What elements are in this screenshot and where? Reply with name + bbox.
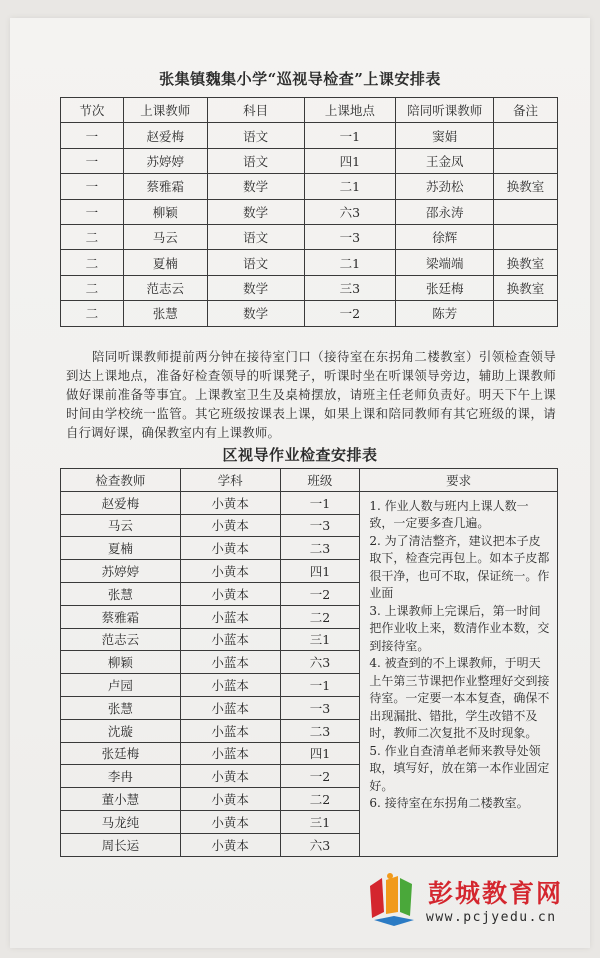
watermark-name: 彭城教育网: [428, 879, 564, 908]
homework-cell: 一2: [280, 765, 360, 788]
schedule-cell: 陈芳: [396, 301, 494, 326]
schedule-row: [61, 174, 558, 199]
homework-cell: 范志云: [61, 628, 181, 651]
schedule-cell: 徐辉: [396, 224, 494, 249]
schedule-cell: 数学: [207, 301, 304, 326]
homework-cell: 小蓝本: [180, 674, 280, 697]
schedule-cell: [494, 224, 558, 249]
schedule-cell: 窦娟: [396, 123, 494, 148]
notice-paragraph: 陪同听课教师提前两分钟在接待室门口（接待室在东拐角二楼教室）引领检查领导到达上课地点，准备好检查领导的听课凳子，听课时坐在听课领导旁边，辅助上课教师做好课前准备等事宜。上课教室卫生及桌椅摆放，请班主任老师负责好。明天下午上课时间由学校统一监管。其它班级按课表上课，如果上课和陪同教师有其它班级的课，请自行调好课，确保教室内有上课教师。: [66, 349, 556, 440]
homework-cell: 小黄本: [180, 810, 280, 833]
schedule-header-cell: 科目: [207, 98, 304, 123]
schedule-cell: 四1: [304, 148, 396, 173]
homework-header-row: [61, 469, 558, 492]
homework-title: 区视导作业检查安排表: [222, 446, 378, 464]
schedule-header-cell: 上课教师: [123, 98, 207, 123]
homework-cell: 张廷梅: [61, 742, 181, 765]
homework-cell: 二3: [280, 719, 360, 742]
requirement-item: 1. 作业人数与班内上课人数一致，一定要多查几遍。: [369, 498, 529, 531]
requirements-cell: [360, 491, 558, 856]
homework-cell: 周长运: [61, 833, 181, 856]
schedule-row: [61, 301, 558, 326]
homework-cell: 张慧: [61, 696, 181, 719]
homework-cell: 一1: [280, 491, 360, 514]
homework-cell: 小蓝本: [180, 719, 280, 742]
schedule-cell: 一1: [304, 123, 396, 148]
schedule-header-cell: 上课地点: [304, 98, 396, 123]
homework-cell: 赵爱梅: [61, 491, 181, 514]
schedule-title: 张集镇魏集小学“巡视导检查”上课安排表: [159, 70, 441, 88]
schedule-cell: 赵爱梅: [123, 123, 207, 148]
schedule-cell: 张慧: [123, 301, 207, 326]
homework-cell: 马云: [61, 514, 181, 537]
homework-cell: 小蓝本: [180, 605, 280, 628]
schedule-cell: 二1: [304, 174, 396, 199]
requirement-item: 6. 接待室在东拐角二楼教室。: [369, 796, 529, 811]
schedule-cell: 换教室: [494, 275, 558, 300]
homework-cell: 卢园: [61, 674, 181, 697]
homework-header-cell: 检查教师: [61, 469, 181, 492]
schedule-row: [61, 123, 558, 148]
homework-cell: 一1: [280, 674, 360, 697]
schedule-cell: 夏楠: [123, 250, 207, 275]
homework-cell: 沈璇: [61, 719, 181, 742]
homework-cell: 董小慧: [61, 788, 181, 811]
homework-cell: 马龙纯: [61, 810, 181, 833]
homework-cell: 四1: [280, 742, 360, 765]
schedule-header-cell: 节次: [61, 98, 124, 123]
homework-cell: 柳颖: [61, 651, 181, 674]
requirement-item: 4. 被查到的不上课教师，于明天上午第三节课把作业整理好交到接待室。一定要一本本复查，确保不出现漏批、错批，学生改错不及时，教师二次复批不及时现象。: [369, 656, 550, 741]
schedule-cell: 语文: [207, 148, 304, 173]
homework-cell: 小蓝本: [180, 628, 280, 651]
homework-cell: 小黄本: [180, 560, 280, 583]
watermark-url: www.pcjyedu.cn: [426, 910, 557, 925]
schedule-cell: 邵永涛: [396, 199, 494, 224]
requirement-item: 5. 作业自查清单老师来教导处领取，填写好，放在第一本作业固定好。: [369, 743, 550, 793]
homework-cell: 二2: [280, 605, 360, 628]
homework-cell: 一3: [280, 514, 360, 537]
requirement-item: 3. 上课教师上完课后，第一时间把作业收上来，数清作业本数，交到接待室。: [369, 603, 550, 653]
schedule-cell: 换教室: [494, 174, 558, 199]
schedule-row: [61, 275, 558, 300]
schedule-cell: 三3: [304, 275, 396, 300]
schedule-cell: 一: [61, 199, 124, 224]
schedule-cell: 蔡雅霜: [123, 174, 207, 199]
schedule-cell: 一3: [304, 224, 396, 249]
homework-header-cell: 学科: [180, 469, 280, 492]
homework-cell: 小蓝本: [180, 742, 280, 765]
homework-cell: 夏楠: [61, 537, 181, 560]
schedule-row: [61, 224, 558, 249]
schedule-cell: 一: [61, 148, 124, 173]
homework-cell: 三1: [280, 628, 360, 651]
schedule-cell: 马云: [123, 224, 207, 249]
homework-cell: 小黄本: [180, 582, 280, 605]
homework-row: [61, 491, 558, 514]
schedule-cell: 一: [61, 174, 124, 199]
schedule-table: [60, 97, 558, 327]
homework-header-cell: 班级: [280, 469, 360, 492]
schedule-header-cell: 备注: [494, 98, 558, 123]
schedule-header-cell: 陪同听课教师: [396, 98, 494, 123]
schedule-cell: 二: [61, 301, 124, 326]
homework-cell: 六3: [280, 651, 360, 674]
homework-cell: 小蓝本: [180, 651, 280, 674]
schedule-cell: 数学: [207, 174, 304, 199]
homework-cell: 四1: [280, 560, 360, 583]
homework-cell: 一2: [280, 582, 360, 605]
homework-header-cell: 要求: [360, 469, 558, 492]
schedule-cell: 柳颖: [123, 199, 207, 224]
schedule-cell: 二1: [304, 250, 396, 275]
homework-cell: 小黄本: [180, 765, 280, 788]
homework-cell: 一3: [280, 696, 360, 719]
schedule-cell: 换教室: [494, 250, 558, 275]
schedule-cell: 二: [61, 224, 124, 249]
homework-cell: 小蓝本: [180, 696, 280, 719]
homework-cell: 三1: [280, 810, 360, 833]
homework-cell: 小黄本: [180, 537, 280, 560]
homework-cell: 苏婷婷: [61, 560, 181, 583]
schedule-cell: 苏劲松: [396, 174, 494, 199]
schedule-cell: [494, 123, 558, 148]
homework-cell: 二3: [280, 537, 360, 560]
homework-cell: 小黄本: [180, 514, 280, 537]
schedule-cell: 王金凤: [396, 148, 494, 173]
schedule-header-row: [61, 98, 558, 123]
schedule-cell: 苏婷婷: [123, 148, 207, 173]
schedule-cell: 张廷梅: [396, 275, 494, 300]
homework-cell: 小黄本: [180, 788, 280, 811]
schedule-cell: 语文: [207, 250, 304, 275]
homework-cell: 李冉: [61, 765, 181, 788]
homework-cell: 六3: [280, 833, 360, 856]
schedule-row: [61, 199, 558, 224]
requirement-item: 2. 为了清洁整齐，建议把本子皮取下，检查完再包上。如本子皮都很干净，也可不取，保证统一。作业面: [369, 533, 550, 601]
homework-cell: 小黄本: [180, 491, 280, 514]
schedule-cell: 语文: [207, 123, 304, 148]
schedule-row: [61, 148, 558, 173]
schedule-cell: 数学: [207, 275, 304, 300]
schedule-cell: 范志云: [123, 275, 207, 300]
homework-cell: 小黄本: [180, 833, 280, 856]
schedule-cell: [494, 148, 558, 173]
schedule-cell: [494, 301, 558, 326]
homework-cell: 张慧: [61, 582, 181, 605]
schedule-cell: 二: [61, 275, 124, 300]
homework-table: [60, 468, 558, 857]
schedule-cell: 语文: [207, 224, 304, 249]
schedule-cell: 数学: [207, 199, 304, 224]
schedule-cell: 一: [61, 123, 124, 148]
homework-cell: 蔡雅霜: [61, 605, 181, 628]
schedule-cell: 一2: [304, 301, 396, 326]
schedule-cell: 梁端端: [396, 250, 494, 275]
schedule-cell: [494, 199, 558, 224]
homework-cell: 二2: [280, 788, 360, 811]
schedule-cell: 二: [61, 250, 124, 275]
schedule-cell: 六3: [304, 199, 396, 224]
schedule-row: [61, 250, 558, 275]
